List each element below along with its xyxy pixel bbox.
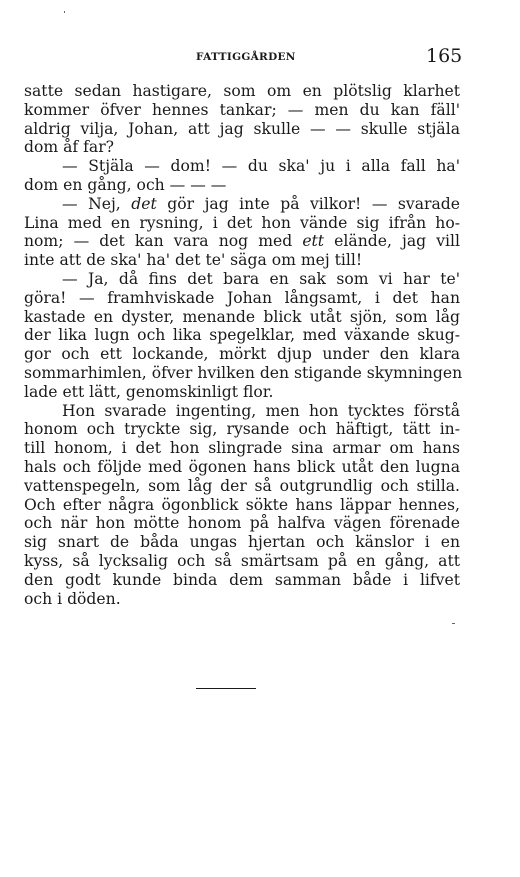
- text-line: hals och följde med ögonen hans blick utåt den lugna: [24, 457, 460, 476]
- text-line: kyss, så lycksalig och så smärtsam på en gång, att: [24, 551, 460, 570]
- text-line: Och efter några ögonblick sökte hans läppar hennes,: [24, 495, 460, 514]
- text-line: kastade en dyster, menande blick utåt sjön, som låg: [24, 307, 460, 326]
- text-line: sig snart de båda ungas hjertan och känslor i en: [24, 533, 460, 552]
- running-title: FATTIGGÅRDEN: [196, 51, 296, 63]
- text-line: Lina med en rysning, i det hon vände sig ifrån ho-: [24, 213, 460, 232]
- text-line: Hon svarade ingenting, men hon tycktes förstå: [62, 401, 460, 420]
- text-line: vattenspegeln, som låg der så outgrundlig och stilla.: [24, 476, 460, 495]
- running-head: [0, 45, 520, 69]
- text-segment: — Nej,: [62, 194, 132, 213]
- text-line: lade ett lätt, genomskinligt flor.: [24, 382, 274, 401]
- text-line: kommer öfver hennes tankar; — men du kan fäll': [24, 100, 460, 119]
- text-line: aldrig vilja, Johan, att jag skulle — — skulle stjäla: [24, 119, 460, 138]
- paper-speck: [452, 623, 455, 624]
- text-line: der lika lugn och lika spegelklar, med växande skug-: [24, 326, 460, 345]
- text-segment: elände, jag vill: [324, 232, 460, 251]
- text-segment: gör jag inte på vilkor! — svarade: [156, 194, 460, 213]
- end-rule: [196, 688, 256, 689]
- text-line: dom åf far?: [24, 138, 115, 157]
- text-line: den godt kunde binda dem samman både i lifvet: [24, 570, 460, 589]
- text-line: dom en gång, och — — —: [24, 175, 227, 194]
- text-line: till honom, i det hon slingrade sina armar om hans: [24, 439, 460, 458]
- text-line: [24, 195, 460, 214]
- paper-speck: [64, 11, 65, 13]
- text-line: — Ja, då fins det bara en sak som vi har te': [62, 269, 460, 288]
- text-line: satte sedan hastigare, som om en plötslig klarhet: [24, 82, 460, 100]
- text-line: göra! — framhviskade Johan långsamt, i det han: [24, 288, 460, 307]
- text-line: honom och tryckte sig, rysande och häftigt, tätt in-: [24, 420, 460, 439]
- emphasized-word: det: [131, 194, 157, 213]
- text-line: och i döden.: [24, 589, 121, 608]
- text-line: [24, 232, 460, 251]
- text-line: — Stjäla — dom! — du ska' ju i alla fall ha': [62, 157, 460, 176]
- text-line: och när hon mötte honom på halfva vägen förenade: [24, 514, 460, 533]
- text-line: inte att de ska' ha' det te' säga om mej till!: [24, 251, 363, 270]
- emphasized-word: ett: [302, 232, 325, 251]
- text-segment: nom; — det kan vara nog med: [24, 232, 303, 251]
- text-line: sommarhimlen, öfver hvilken den stigande skymningen: [24, 363, 463, 382]
- page-number: 165: [426, 45, 463, 67]
- body-text: [24, 82, 463, 608]
- text-line: gor och ett lockande, mörkt djup under den klara: [24, 345, 460, 364]
